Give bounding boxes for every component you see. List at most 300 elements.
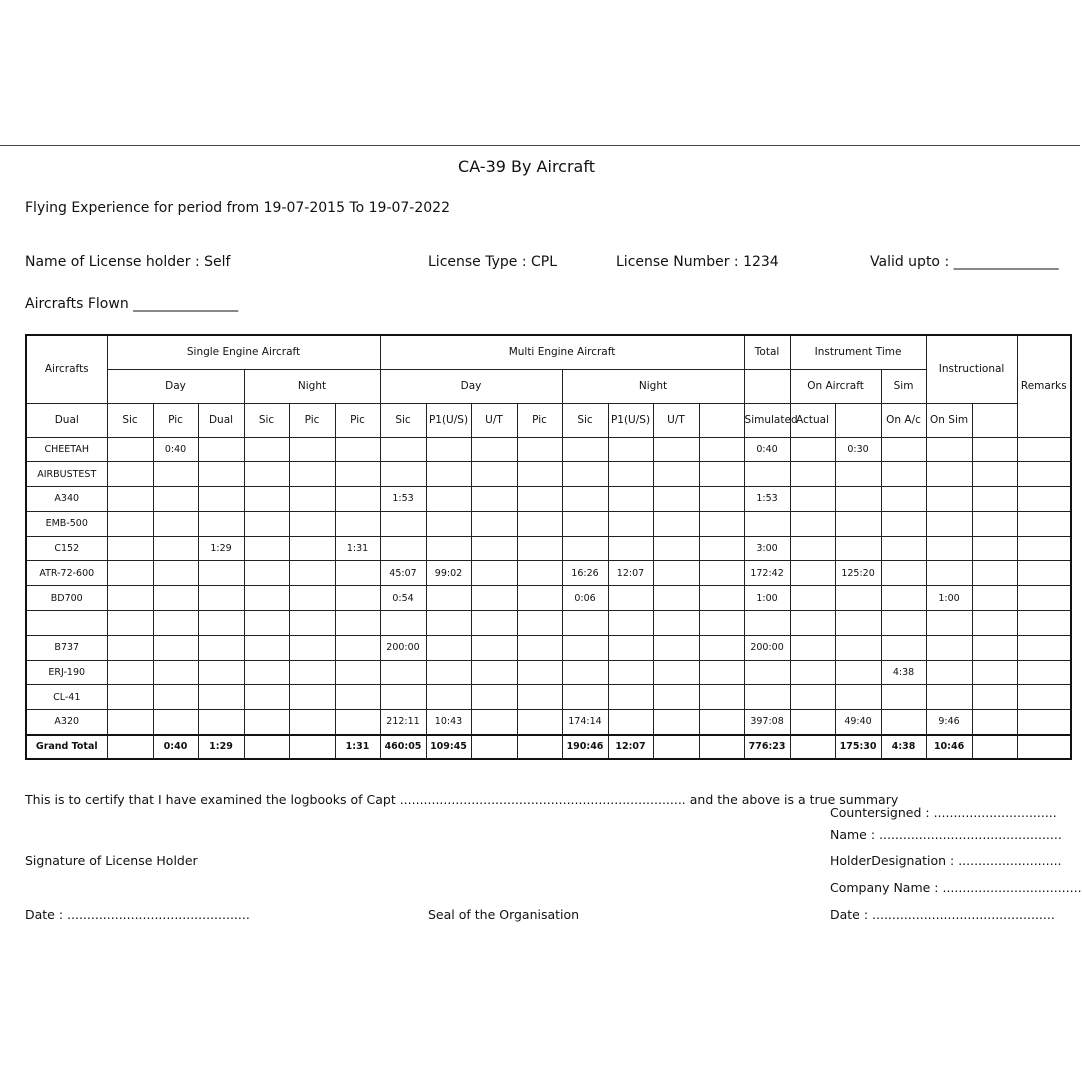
table-cell <box>380 685 426 710</box>
aircraft-name-cell: A320 <box>26 710 107 735</box>
aircraft-name-cell: C152 <box>26 536 107 561</box>
table-cell: 125:20 <box>835 561 881 586</box>
table-cell <box>790 685 835 710</box>
subheader-cell: P1(U/S) <box>426 403 471 437</box>
table-cell <box>653 437 699 462</box>
table-cell <box>1017 710 1071 735</box>
table-cell <box>972 685 1017 710</box>
table-cell: 0:30 <box>835 437 881 462</box>
table-cell <box>153 462 198 487</box>
table-cell <box>426 660 471 685</box>
table-cell <box>1017 462 1071 487</box>
header-instructional: Instructional <box>926 335 1017 403</box>
table-cell: 12:07 <box>608 561 653 586</box>
table-cell <box>699 586 744 611</box>
table-cell <box>1017 511 1071 536</box>
subheader-cell: On A/c <box>881 403 926 437</box>
table-cell <box>244 487 289 512</box>
table-cell <box>335 710 380 735</box>
table-cell <box>608 660 653 685</box>
subheader-cell: Simulated <box>744 403 790 437</box>
document-title: CA-39 By Aircraft <box>458 157 595 176</box>
table-cell <box>790 487 835 512</box>
table-cell <box>289 710 335 735</box>
table-cell <box>517 735 562 760</box>
table-cell <box>699 462 744 487</box>
table-cell: 200:00 <box>380 635 426 660</box>
table-cell <box>653 586 699 611</box>
table-cell <box>198 635 244 660</box>
seal-label: Seal of the Organisation <box>428 907 580 922</box>
table-cell <box>289 735 335 760</box>
table-cell <box>289 586 335 611</box>
table-cell <box>699 536 744 561</box>
table-cell <box>699 735 744 760</box>
table-cell: 1:31 <box>335 735 380 760</box>
table-cell <box>790 536 835 561</box>
header-aircrafts: Aircrafts <box>26 335 107 403</box>
table-cell <box>653 660 699 685</box>
table-row <box>26 710 1071 735</box>
table-cell: 1:29 <box>198 536 244 561</box>
table-cell <box>562 536 608 561</box>
table-cell <box>699 487 744 512</box>
table-cell <box>107 710 153 735</box>
subheader-cell: Dual <box>198 403 244 437</box>
table-cell <box>744 660 790 685</box>
subheader-row <box>26 403 1071 437</box>
table-cell <box>471 462 517 487</box>
table-cell <box>244 635 289 660</box>
table-cell <box>835 685 881 710</box>
table-cell <box>790 561 835 586</box>
table-cell <box>608 685 653 710</box>
table-cell <box>107 735 153 760</box>
table-cell <box>244 511 289 536</box>
table-cell <box>926 437 972 462</box>
table-cell <box>1017 437 1071 462</box>
table-row <box>26 660 1071 685</box>
table-cell <box>244 561 289 586</box>
table-cell <box>653 710 699 735</box>
table-cell <box>471 437 517 462</box>
table-cell <box>471 536 517 561</box>
table-cell <box>153 487 198 512</box>
aircrafts-flown: Aircrafts Flown _______________ <box>25 296 239 312</box>
table-cell <box>926 660 972 685</box>
table-body <box>26 437 1071 759</box>
table-cell <box>107 635 153 660</box>
table-cell <box>881 710 926 735</box>
table-cell <box>471 561 517 586</box>
table-cell <box>107 511 153 536</box>
table-cell <box>562 462 608 487</box>
header-se-day: Day <box>107 369 244 403</box>
table-cell <box>380 611 426 636</box>
table-cell <box>744 462 790 487</box>
table-cell <box>562 660 608 685</box>
table-cell <box>517 660 562 685</box>
table-cell <box>107 660 153 685</box>
table-cell <box>881 635 926 660</box>
subheader-cell: Sic <box>562 403 608 437</box>
table-cell <box>335 561 380 586</box>
table-cell <box>881 586 926 611</box>
license-holder: Name of License holder : Self <box>25 254 231 270</box>
aircraft-name-cell: A340 <box>26 487 107 512</box>
table-cell <box>335 660 380 685</box>
table-cell <box>198 611 244 636</box>
table-cell <box>1017 611 1071 636</box>
table-cell <box>926 536 972 561</box>
table-cell <box>790 511 835 536</box>
table-cell <box>699 561 744 586</box>
table-cell <box>471 487 517 512</box>
table-cell <box>517 635 562 660</box>
table-cell <box>699 437 744 462</box>
table-cell <box>1017 660 1071 685</box>
table-cell <box>471 710 517 735</box>
table-cell <box>380 437 426 462</box>
table-cell: 4:38 <box>881 660 926 685</box>
table-cell <box>653 561 699 586</box>
aircraft-name-cell: ERJ-190 <box>26 660 107 685</box>
table-cell <box>107 462 153 487</box>
subheader-cell: Pic <box>335 403 380 437</box>
table-cell <box>881 611 926 636</box>
header-me-day: Day <box>380 369 562 403</box>
table-cell <box>653 511 699 536</box>
table-cell <box>835 611 881 636</box>
table-cell <box>972 586 1017 611</box>
table-cell <box>1017 586 1071 611</box>
table-cell <box>517 586 562 611</box>
certify-statement: This is to certify that I have examined the logbooks of Capt ........................................................................ and the above is a true summary <box>25 792 899 807</box>
table-cell <box>653 635 699 660</box>
table-cell: 0:40 <box>153 735 198 760</box>
table-cell <box>335 487 380 512</box>
table-row <box>26 611 1071 636</box>
table-cell <box>153 635 198 660</box>
table-cell <box>1017 487 1071 512</box>
table-cell <box>198 660 244 685</box>
table-cell: 1:53 <box>380 487 426 512</box>
table-cell: 212:11 <box>380 710 426 735</box>
table-cell <box>1017 685 1071 710</box>
table-cell <box>744 511 790 536</box>
table-cell: 99:02 <box>426 561 471 586</box>
table-cell <box>972 710 1017 735</box>
subheader-cell: Pic <box>517 403 562 437</box>
table-cell <box>289 462 335 487</box>
subheader-cell: U/T <box>653 403 699 437</box>
subheader-cell: Sic <box>107 403 153 437</box>
table-cell <box>562 487 608 512</box>
license-type: License Type : CPL <box>428 254 558 270</box>
table-cell: 200:00 <box>744 635 790 660</box>
table-cell <box>835 635 881 660</box>
header-multi-engine: Multi Engine Aircraft <box>380 335 744 369</box>
table-row <box>26 536 1071 561</box>
table-cell <box>335 462 380 487</box>
table-cell <box>426 685 471 710</box>
table-cell <box>244 462 289 487</box>
table-cell <box>881 685 926 710</box>
table-cell <box>562 685 608 710</box>
table-cell <box>198 462 244 487</box>
table-row <box>26 462 1071 487</box>
name-field: Name : .............................................. <box>830 827 1062 842</box>
table-cell: 4:38 <box>881 735 926 760</box>
header-total: Total <box>744 335 790 369</box>
table-cell <box>1017 735 1071 760</box>
table-cell <box>198 685 244 710</box>
table-cell: 0:06 <box>562 586 608 611</box>
table-cell <box>926 611 972 636</box>
table-cell: 397:08 <box>744 710 790 735</box>
table-cell <box>608 462 653 487</box>
aircraft-name-cell: EMB-500 <box>26 511 107 536</box>
table-cell <box>835 586 881 611</box>
table-cell <box>289 487 335 512</box>
table-cell <box>289 437 335 462</box>
table-cell: 10:43 <box>426 710 471 735</box>
table-cell <box>517 611 562 636</box>
subheader-cell: Sic <box>244 403 289 437</box>
table-cell <box>244 685 289 710</box>
table-cell <box>289 561 335 586</box>
table-cell: 9:46 <box>926 710 972 735</box>
header-on-aircraft: On Aircraft <box>790 369 881 403</box>
table-cell: 0:54 <box>380 586 426 611</box>
table-cell <box>517 437 562 462</box>
flying-experience-table <box>25 334 1072 760</box>
table-cell <box>426 536 471 561</box>
table-cell: 16:26 <box>562 561 608 586</box>
table-cell <box>107 437 153 462</box>
table-cell <box>380 511 426 536</box>
table-cell <box>198 586 244 611</box>
table-cell <box>608 611 653 636</box>
table-cell <box>426 635 471 660</box>
table-cell <box>335 611 380 636</box>
table-cell <box>972 536 1017 561</box>
header-remarks: Remarks <box>1017 335 1071 437</box>
table-cell <box>107 536 153 561</box>
table-cell <box>926 462 972 487</box>
table-cell <box>244 710 289 735</box>
table-cell <box>153 710 198 735</box>
table-cell <box>517 685 562 710</box>
table-cell <box>926 511 972 536</box>
table-cell <box>198 511 244 536</box>
table-cell <box>198 487 244 512</box>
table-cell <box>380 660 426 685</box>
table-cell: 1:00 <box>744 586 790 611</box>
table-cell <box>608 487 653 512</box>
table-cell <box>653 536 699 561</box>
table-row <box>26 561 1071 586</box>
table-cell <box>153 660 198 685</box>
table-cell <box>107 685 153 710</box>
table-cell: 1:53 <box>744 487 790 512</box>
subheader-cell: U/T <box>471 403 517 437</box>
subheader-cell: Sic <box>380 403 426 437</box>
table-cell <box>517 710 562 735</box>
table-cell <box>790 635 835 660</box>
aircraft-name-cell: BD700 <box>26 586 107 611</box>
table-cell: 1:31 <box>335 536 380 561</box>
table-cell: 109:45 <box>426 735 471 760</box>
table-row <box>26 685 1071 710</box>
table-cell <box>972 511 1017 536</box>
table-cell <box>972 611 1017 636</box>
table-cell <box>244 735 289 760</box>
table-cell <box>471 611 517 636</box>
date-field-left: Date : .............................................. <box>25 907 250 922</box>
table-cell <box>289 685 335 710</box>
header-se-night: Night <box>244 369 380 403</box>
table-cell <box>107 487 153 512</box>
table-cell <box>972 487 1017 512</box>
table-cell <box>153 586 198 611</box>
table-cell: 0:40 <box>744 437 790 462</box>
table-cell: 10:46 <box>926 735 972 760</box>
grand-total-row <box>26 735 1071 760</box>
aircraft-name-cell: Grand Total <box>26 735 107 760</box>
table-cell <box>335 437 380 462</box>
table-cell <box>608 710 653 735</box>
table-cell <box>380 462 426 487</box>
table-cell <box>972 561 1017 586</box>
table-cell <box>1017 536 1071 561</box>
table-cell <box>790 710 835 735</box>
table-cell <box>517 536 562 561</box>
table-cell <box>926 685 972 710</box>
table-cell <box>517 462 562 487</box>
header-single-engine: Single Engine Aircraft <box>107 335 380 369</box>
table-cell <box>653 735 699 760</box>
signature-label: Signature of License Holder <box>25 853 198 868</box>
table-cell <box>517 561 562 586</box>
date-field-right: Date : .............................................. <box>830 907 1055 922</box>
table-cell <box>517 511 562 536</box>
table-cell <box>289 635 335 660</box>
table-cell: 1:29 <box>198 735 244 760</box>
table-cell <box>881 536 926 561</box>
table-cell: 460:05 <box>380 735 426 760</box>
countersigned-field: Countersigned : ............................... <box>830 805 1057 820</box>
valid-upto: Valid upto : _______________ <box>870 254 1059 270</box>
table-cell <box>107 561 153 586</box>
license-number: License Number : 1234 <box>616 254 779 270</box>
table-cell <box>1017 561 1071 586</box>
table-cell <box>699 511 744 536</box>
subheader-cell: Actual <box>790 403 835 437</box>
table-cell <box>198 710 244 735</box>
table-cell <box>107 586 153 611</box>
table-cell: 1:00 <box>926 586 972 611</box>
table-cell <box>517 487 562 512</box>
table-cell <box>926 561 972 586</box>
table-cell <box>380 536 426 561</box>
period-line: Flying Experience for period from 19-07-2015 To 19-07-2022 <box>25 200 450 216</box>
aircraft-name-cell: B737 <box>26 635 107 660</box>
table-cell <box>153 536 198 561</box>
table-cell <box>244 536 289 561</box>
table-cell <box>653 611 699 636</box>
table-cell: 49:40 <box>835 710 881 735</box>
table-cell <box>699 611 744 636</box>
table-cell <box>471 685 517 710</box>
table-cell <box>244 611 289 636</box>
table-cell <box>153 561 198 586</box>
table-cell <box>790 437 835 462</box>
table-cell <box>972 635 1017 660</box>
table-cell <box>972 660 1017 685</box>
table-cell <box>153 611 198 636</box>
table-cell <box>790 586 835 611</box>
table-cell: 776:23 <box>744 735 790 760</box>
table-cell <box>653 685 699 710</box>
table-row <box>26 487 1071 512</box>
table-cell <box>153 685 198 710</box>
table-cell: 174:14 <box>562 710 608 735</box>
table-cell <box>198 437 244 462</box>
table-cell <box>790 660 835 685</box>
header-me-night: Night <box>562 369 744 403</box>
table-cell <box>744 611 790 636</box>
table-cell <box>426 462 471 487</box>
table-cell <box>289 660 335 685</box>
table-cell <box>153 511 198 536</box>
table-cell <box>471 735 517 760</box>
table-cell <box>835 511 881 536</box>
table-row <box>26 511 1071 536</box>
aircraft-name-cell: CL-41 <box>26 685 107 710</box>
table-cell: 12:07 <box>608 735 653 760</box>
table-cell <box>881 561 926 586</box>
table-cell <box>289 536 335 561</box>
table-cell <box>335 685 380 710</box>
table-cell <box>426 487 471 512</box>
table-cell <box>926 487 972 512</box>
table-cell <box>835 487 881 512</box>
table-cell <box>790 611 835 636</box>
table-cell <box>972 735 1017 760</box>
table-cell <box>835 462 881 487</box>
aircraft-name-cell: AIRBUSTEST <box>26 462 107 487</box>
table-cell <box>471 511 517 536</box>
table-cell: 175:30 <box>835 735 881 760</box>
subheader-cell <box>835 403 881 437</box>
table-cell <box>562 511 608 536</box>
table-cell <box>608 437 653 462</box>
aircraft-name-cell: ATR-72-600 <box>26 561 107 586</box>
table-cell <box>699 710 744 735</box>
table-cell <box>608 511 653 536</box>
table-cell <box>335 635 380 660</box>
table-cell <box>244 660 289 685</box>
table-cell <box>881 437 926 462</box>
table-cell <box>790 735 835 760</box>
table-cell <box>198 561 244 586</box>
header-instrument-time: Instrument Time <box>790 335 926 369</box>
table-cell <box>835 536 881 561</box>
table-cell <box>426 437 471 462</box>
subheader-cell: On Sim <box>926 403 972 437</box>
table-cell <box>926 635 972 660</box>
